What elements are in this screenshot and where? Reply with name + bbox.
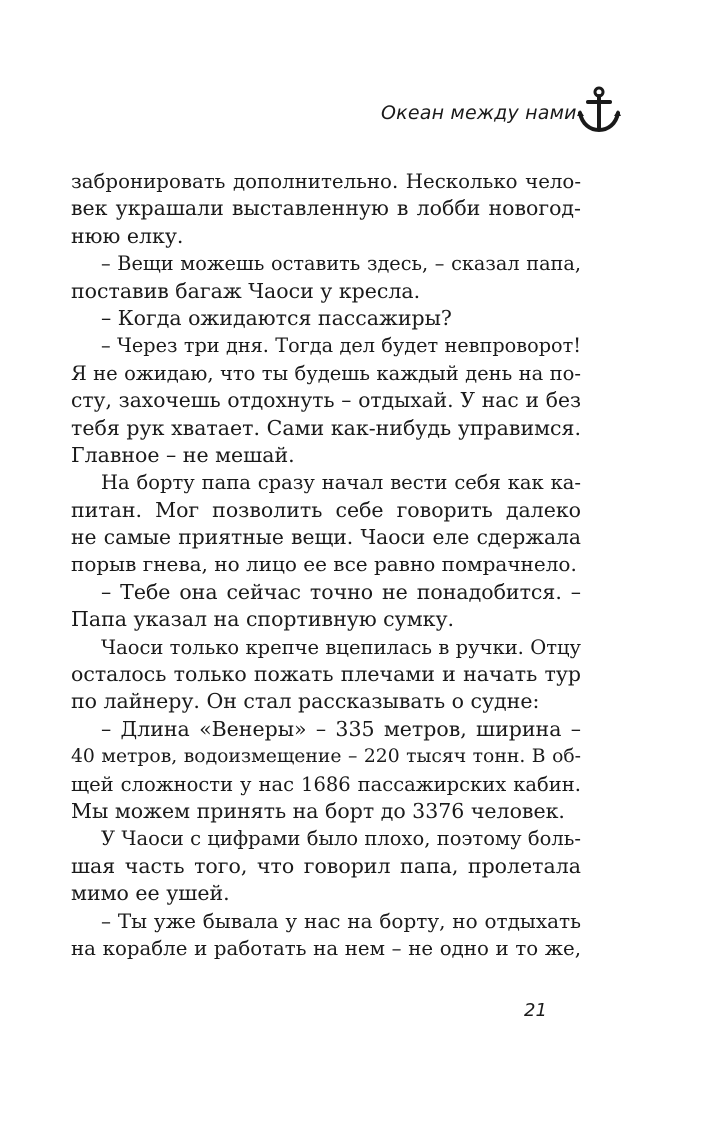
text-line: Папа указал на спортивную сумку. xyxy=(71,607,455,632)
text-line: – Через три дня. Тогда дел будет невпроворот! xyxy=(101,334,581,358)
text-line: нюю елку. xyxy=(71,223,184,248)
text-line: Главное – не мешай. xyxy=(71,442,295,467)
text-line: Я не ожидаю, что ты будешь каждый день на по- xyxy=(71,361,581,385)
text-line: шая часть того, что говорил папа, пролетала xyxy=(71,853,581,878)
running-title: Океан между нами xyxy=(381,102,577,124)
text-line: щей сложности у нас 1686 пассажирских кабин. xyxy=(71,772,581,796)
text-line: – Когда ожидаются пассажиры? xyxy=(101,305,452,330)
text-line: мимо ее ушей. xyxy=(71,881,230,906)
text-line: – Длина «Венеры» – 335 метров, ширина – xyxy=(101,716,581,741)
text-line: – Ты уже бывала у нас на борту, но отдыхать xyxy=(101,908,581,933)
text-line: – Вещи можешь оставить здесь, – сказал папа, xyxy=(101,252,581,276)
text-line: век украшали выставленную в лобби новогод- xyxy=(71,196,581,221)
running-header xyxy=(381,88,577,138)
text-line: – Тебе она сейчас точно не понадобится. – xyxy=(101,579,581,604)
text-line: по лайнеру. Он стал рассказывать о судне: xyxy=(71,689,540,714)
text-line: на корабле и работать на нем – не одно и то же, xyxy=(71,936,581,960)
page-number: 21 xyxy=(524,1000,547,1021)
body-text xyxy=(71,168,581,962)
text-line: Чаоси только крепче вцепилась в ручки. Отцу xyxy=(101,635,581,659)
text-line: осталось только пожать плечами и начать тур xyxy=(71,662,581,687)
text-line: 40 метров, водоизмещение – 220 тысяч тонн. В об- xyxy=(71,746,581,768)
text-line: тебя рук хватает. Сами как-нибудь управимся. xyxy=(71,415,581,440)
text-line: Мы можем принять на борт до 3376 человек. xyxy=(71,798,565,823)
text-line: сту, захочешь отдохнуть – отдыхай. У нас и без xyxy=(71,388,581,413)
text-line: питан. Мог позволить себе говорить далеко xyxy=(71,497,581,522)
text-line: поставив багаж Чаоси у кресла. xyxy=(71,278,421,303)
text-line: У Чаоси с цифрами было плохо, поэтому боль- xyxy=(101,827,581,851)
text-line: забронировать дополнительно. Несколько чело- xyxy=(71,170,581,193)
anchor-icon xyxy=(576,86,622,134)
text-line: не самые приятные вещи. Чаоси еле сдержала xyxy=(71,525,581,550)
text-line: На борту папа сразу начал вести себя как ка- xyxy=(101,471,581,495)
text-line: порыв гнева, но лицо ее все равно помрачнело. xyxy=(71,552,577,577)
